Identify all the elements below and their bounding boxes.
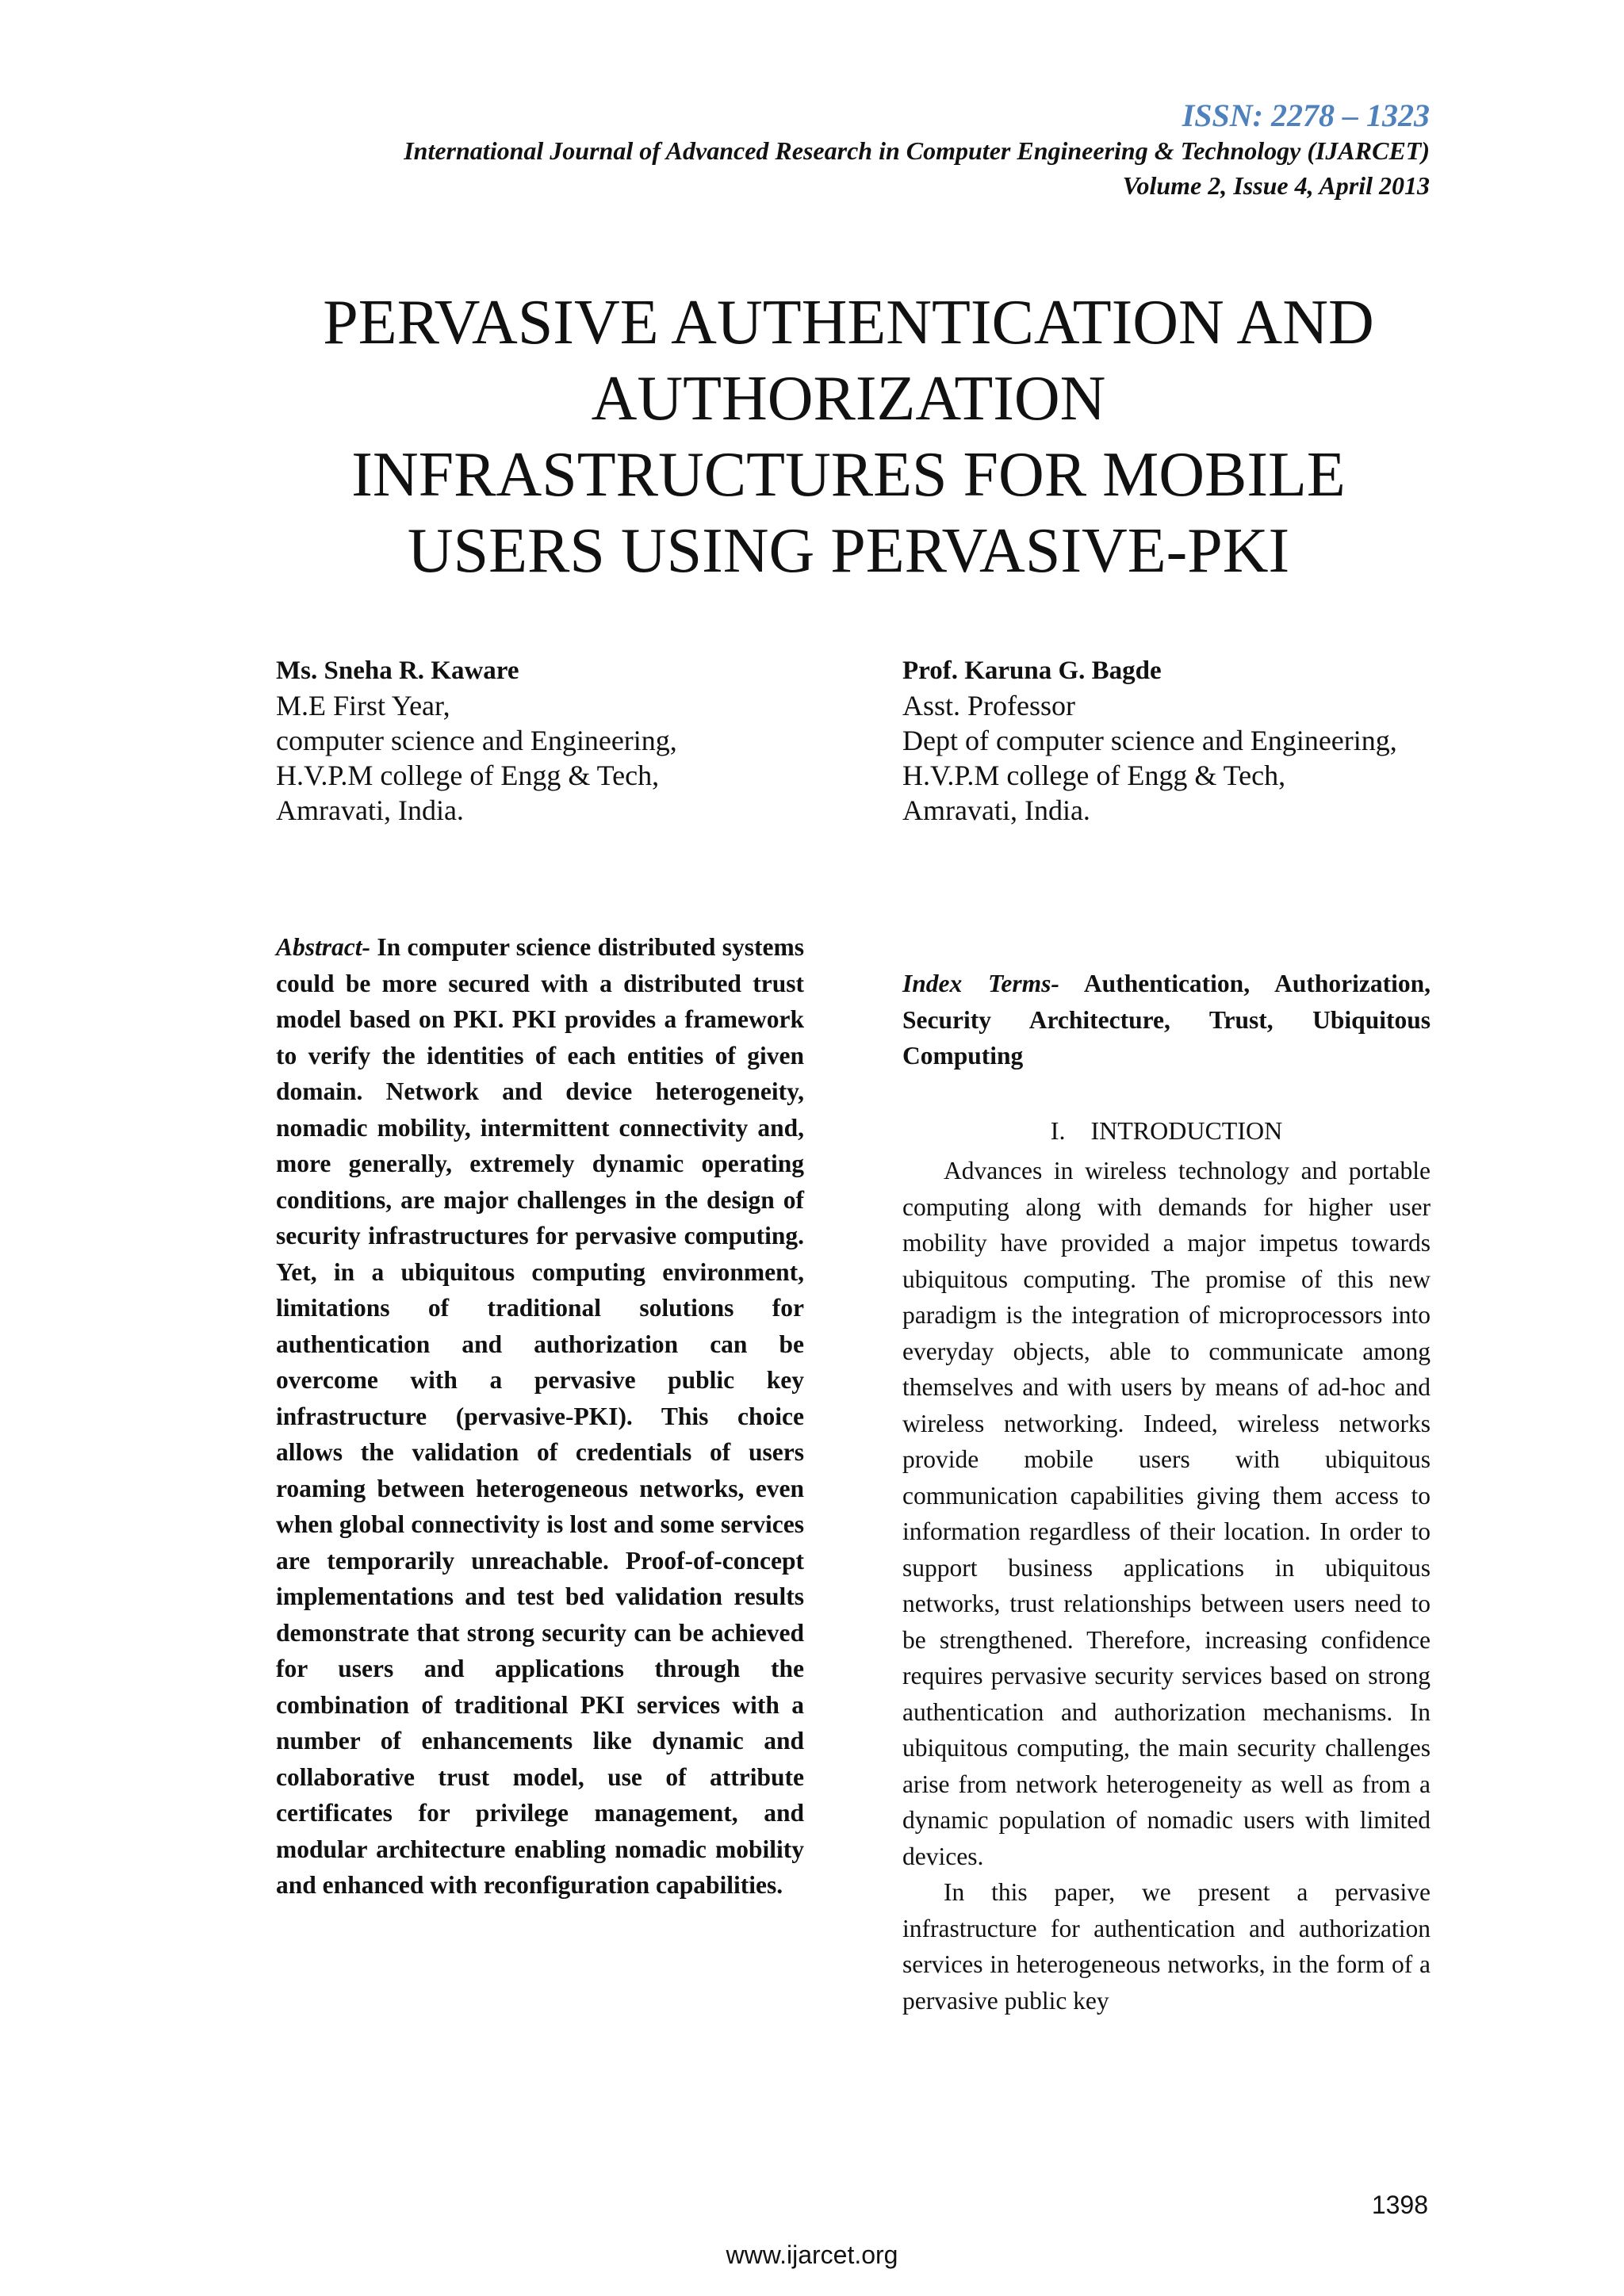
- author-affiliation-line: Amravati, India.: [902, 794, 1090, 826]
- author-block-1: [276, 653, 677, 828]
- title-line: PERVASIVE AUTHENTICATION AND: [323, 287, 1374, 358]
- index-terms-label: Index Terms-: [902, 970, 1059, 997]
- paragraph: In this paper, we present a pervasive infrastructure for authentication and authorization services in heterogeneous networks, in the form of a pervasive public key: [902, 1878, 1431, 2015]
- author-affiliation-line: computer science and Engineering,: [276, 725, 677, 756]
- title-line: AUTHORIZATION: [591, 363, 1106, 434]
- paragraph: Advances in wireless technology and portable computing along with demands for higher user mobility have provided a major impetus towards ubiquitous computing. The promise of this new paradigm is the integration of microprocessors into everyday objects, able to communicate among themselves and with users by means of ad-hoc and wireless networking. Indeed, wireless networks provide mobile users with ubiquitous communication capabilities giving them access to information regardless of their location. In order to support business applications in ubiquitous networks, trust relationships between users need to be strengthened. Therefore, increasing confidence requires pervasive security services based on strong authentication and authorization mechanisms. In ubiquitous computing, the main security challenges arise from network heterogeneity as well as from a dynamic population of nomadic users with limited devices.: [902, 1157, 1431, 1870]
- volume-issue: Volume 2, Issue 4, April 2013: [1122, 171, 1430, 200]
- index-terms: [902, 966, 1431, 1074]
- section-heading-introduction: I. INTRODUCTION: [1050, 1116, 1283, 1145]
- journal-name: International Journal of Advanced Research in Computer Engineering & Technology (IJARCET): [404, 136, 1430, 165]
- author-affiliation-line: M.E First Year,: [276, 690, 450, 721]
- author-affiliation-line: Asst. Professor: [902, 690, 1076, 721]
- index-terms-text: Authentication, Authorization, Security Architecture, Trust, Ubiquitous Computing: [902, 970, 1431, 1070]
- author-block-2: [902, 653, 1397, 828]
- footer-url: www.ijarcet.org: [726, 2241, 898, 2269]
- page-number: 1398: [1371, 2191, 1428, 2219]
- author-name: Prof. Karuna G. Bagde: [902, 656, 1162, 685]
- author-affiliation-line: H.V.P.M college of Engg & Tech,: [276, 760, 660, 791]
- author-affiliation-line: Dept of computer science and Engineering,: [902, 725, 1397, 756]
- title-line: INFRASTRUCTURES FOR MOBILE: [351, 439, 1346, 510]
- author-name: Ms. Sneha R. Kaware: [276, 656, 519, 685]
- introduction-body: [902, 1153, 1431, 2019]
- abstract-text: In computer science distributed systems could be more secured with a distributed trust model based on PKI. PKI provides a framework to verify the identities of each entities of given domain. Network and device heterogeneity, nomadic mobility, intermittent connectivity and, more generally, extremely dynamic operating conditions, are major challenges in the design of security infrastructures for pervasive computing. Yet, in a ubiquitous computing environment, limitations of traditional solutions for authentication and authorization can be overcome with a pervasive public key infrastructure (pervasive-PKI). This choice allows the validation of credentials of users roaming between heterogeneous networks, even when global connectivity is lost and some services are temporarily unreachable. Proof-of-concept implementations and test bed validation results demonstrate that strong security can be achieved for users and applications through the combination of traditional PKI services with a number of enhancements like dynamic and collaborative trust model, use of attribute certificates for privilege management, and modular architecture enabling nomadic mobility and enhanced with reconfiguration capabilities.: [276, 933, 804, 1899]
- issn-line: ISSN: 2278 – 1323: [1182, 98, 1430, 133]
- author-affiliation-line: H.V.P.M college of Engg & Tech,: [902, 760, 1286, 791]
- abstract: [276, 929, 804, 1904]
- title-line: USERS USING PERVASIVE-PKI: [407, 515, 1290, 586]
- paper-title: [238, 285, 1459, 589]
- abstract-label: Abstract-: [276, 933, 371, 961]
- author-affiliation-line: Amravati, India.: [276, 794, 464, 826]
